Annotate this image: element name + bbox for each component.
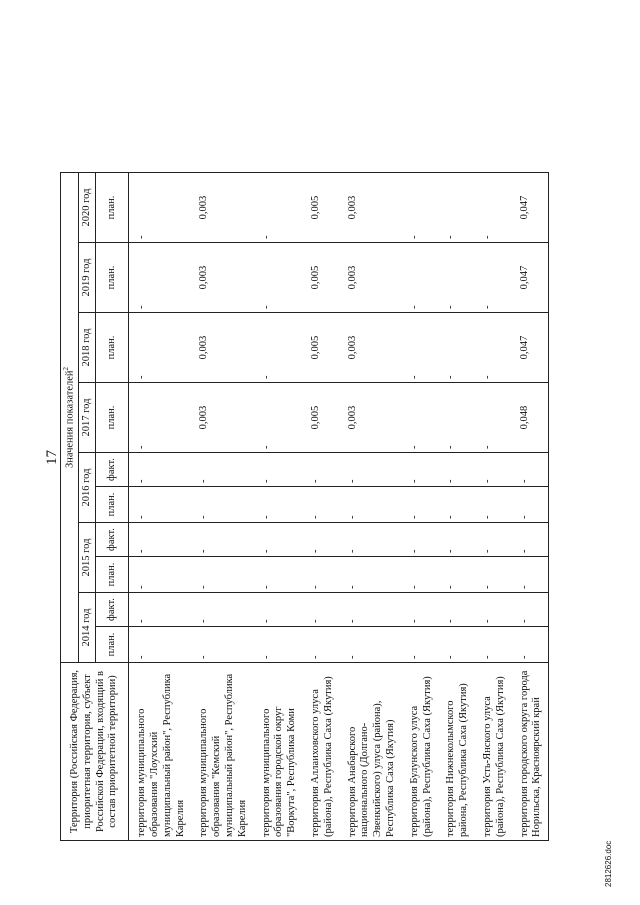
value-cell: - <box>340 523 402 557</box>
value-cell: 0,005 <box>303 173 340 243</box>
value-cell: - <box>254 173 303 243</box>
territory-cell: территория муниципального образования "Лоухский муниципальный район", Республика Карелия <box>129 663 192 841</box>
value-cell: 0,003 <box>340 173 402 243</box>
table-row <box>191 173 253 841</box>
value-cell: - <box>438 487 475 523</box>
value-cell: - <box>340 557 402 593</box>
table-row <box>254 173 303 841</box>
value-cell: 0,003 <box>191 383 253 453</box>
values-header: Значения показателей$^2$ <box>61 173 79 663</box>
table-row <box>303 173 340 841</box>
territory-cell: территория Анабарского национального (Долгано-Эвенкийского) улуса (района), Республика Саха (Якутия) <box>340 663 402 841</box>
fact-subheader: факт. <box>96 593 129 627</box>
value-cell: - <box>303 557 340 593</box>
fact-subheader: факт. <box>96 523 129 557</box>
value-cell: - <box>191 487 253 523</box>
value-cell: - <box>129 627 192 663</box>
table-row <box>512 173 549 841</box>
value-cell: - <box>475 627 512 663</box>
value-cell: - <box>402 453 439 487</box>
value-cell: 0,003 <box>340 313 402 383</box>
value-cell: - <box>402 557 439 593</box>
value-cell: - <box>402 487 439 523</box>
territory-header: Территория (Российская Федерация, приоритетная территория, субъект Российской Федерации, входящий в состав приоритетной территории) <box>61 663 129 841</box>
value-cell: - <box>402 523 439 557</box>
value-cell: - <box>475 557 512 593</box>
year-header: 2020 год <box>79 173 96 243</box>
value-cell: 0,003 <box>340 243 402 313</box>
value-cell: - <box>129 487 192 523</box>
value-cell: - <box>438 313 475 383</box>
value-cell: - <box>254 313 303 383</box>
value-cell: - <box>191 557 253 593</box>
value-cell: - <box>303 453 340 487</box>
plan-subheader: план. <box>96 557 129 593</box>
value-cell: - <box>512 453 549 487</box>
value-cell: - <box>191 453 253 487</box>
table-row <box>129 173 192 841</box>
value-cell: - <box>475 453 512 487</box>
plan-subheader: план. <box>96 487 129 523</box>
territory-cell: территория Аллаиховского улуса (района), Республика Саха (Якутия) <box>303 663 340 841</box>
value-cell: - <box>254 523 303 557</box>
value-cell: - <box>438 523 475 557</box>
value-cell: 0,005 <box>303 243 340 313</box>
value-cell: - <box>254 243 303 313</box>
value-cell: - <box>303 487 340 523</box>
plan-subheader: план. <box>96 313 129 383</box>
year-header: 2015 год <box>79 523 96 593</box>
value-cell: 0,005 <box>303 313 340 383</box>
value-cell: - <box>475 487 512 523</box>
plan-subheader: план. <box>96 383 129 453</box>
indicator-table <box>60 172 549 841</box>
value-cell: - <box>129 313 192 383</box>
year-header: 2016 год <box>79 453 96 523</box>
territory-cell: территория муниципального образования "Кемский муниципальный район", Республика Карелия <box>191 663 253 841</box>
value-cell: - <box>129 523 192 557</box>
territory-cell: территория муниципального образования городской округ "Воркута", Республика Коми <box>254 663 303 841</box>
plan-subheader: план. <box>96 243 129 313</box>
value-cell: - <box>475 243 512 313</box>
value-cell: 0,003 <box>340 383 402 453</box>
value-cell: - <box>438 243 475 313</box>
value-cell: - <box>254 627 303 663</box>
table-row <box>340 173 402 841</box>
value-cell: 0,003 <box>191 313 253 383</box>
value-cell: - <box>512 627 549 663</box>
value-cell: - <box>475 383 512 453</box>
value-cell: - <box>512 593 549 627</box>
value-cell: - <box>402 593 439 627</box>
value-cell: 0,005 <box>303 383 340 453</box>
value-cell: - <box>303 523 340 557</box>
value-cell: - <box>512 487 549 523</box>
value-cell: - <box>438 383 475 453</box>
document-id: 2812626.doc <box>604 840 613 887</box>
value-cell: - <box>129 593 192 627</box>
value-cell: - <box>475 593 512 627</box>
year-header: 2019 год <box>79 243 96 313</box>
value-cell: - <box>340 593 402 627</box>
table-row <box>475 173 512 841</box>
value-cell: - <box>129 173 192 243</box>
value-cell: - <box>402 243 439 313</box>
plan-subheader: план. <box>96 173 129 243</box>
value-cell: 0,003 <box>191 243 253 313</box>
value-cell: - <box>340 453 402 487</box>
value-cell: - <box>191 523 253 557</box>
value-cell: 0,047 <box>512 313 549 383</box>
value-cell: - <box>254 453 303 487</box>
value-cell: - <box>402 383 439 453</box>
value-cell: 0,047 <box>512 243 549 313</box>
value-cell: - <box>438 557 475 593</box>
value-cell: - <box>254 557 303 593</box>
value-cell: - <box>340 487 402 523</box>
value-cell: 0,003 <box>191 173 253 243</box>
value-cell: - <box>254 487 303 523</box>
value-cell: - <box>129 557 192 593</box>
territory-cell: территория Усть-Янского улуса (района), Республика Саха (Якутия) <box>475 663 512 841</box>
plan-subheader: план. <box>96 627 129 663</box>
value-cell: - <box>303 593 340 627</box>
value-cell: - <box>129 453 192 487</box>
value-cell: - <box>475 313 512 383</box>
value-cell: - <box>438 627 475 663</box>
value-cell: 0,047 <box>512 173 549 243</box>
page-number: 17 <box>44 450 60 465</box>
value-cell: - <box>129 383 192 453</box>
value-cell: - <box>438 453 475 487</box>
territory-cell: территория городского округа города Норильска, Красноярский край <box>512 663 549 841</box>
fact-subheader: факт. <box>96 453 129 487</box>
value-cell: - <box>438 173 475 243</box>
value-cell: 0,048 <box>512 383 549 453</box>
table-row <box>402 173 439 841</box>
value-cell: - <box>475 173 512 243</box>
value-cell: - <box>191 593 253 627</box>
value-cell: - <box>129 243 192 313</box>
value-cell: - <box>402 627 439 663</box>
value-cell: - <box>303 627 340 663</box>
value-cell: - <box>402 313 439 383</box>
value-cell: - <box>512 523 549 557</box>
value-cell: - <box>191 627 253 663</box>
table-row <box>438 173 475 841</box>
year-header: 2014 год <box>79 593 96 663</box>
value-cell: - <box>340 627 402 663</box>
territory-cell: территория Нижнеколымского района, Республика Саха (Якутия) <box>438 663 475 841</box>
value-cell: - <box>512 557 549 593</box>
value-cell: - <box>254 593 303 627</box>
value-cell: - <box>254 383 303 453</box>
territory-cell: территория Булунского улуса (района), Республика Саха (Якутия) <box>402 663 439 841</box>
value-cell: - <box>438 593 475 627</box>
value-cell: - <box>402 173 439 243</box>
value-cell: - <box>475 523 512 557</box>
year-header: 2017 год <box>79 383 96 453</box>
year-header: 2018 год <box>79 313 96 383</box>
